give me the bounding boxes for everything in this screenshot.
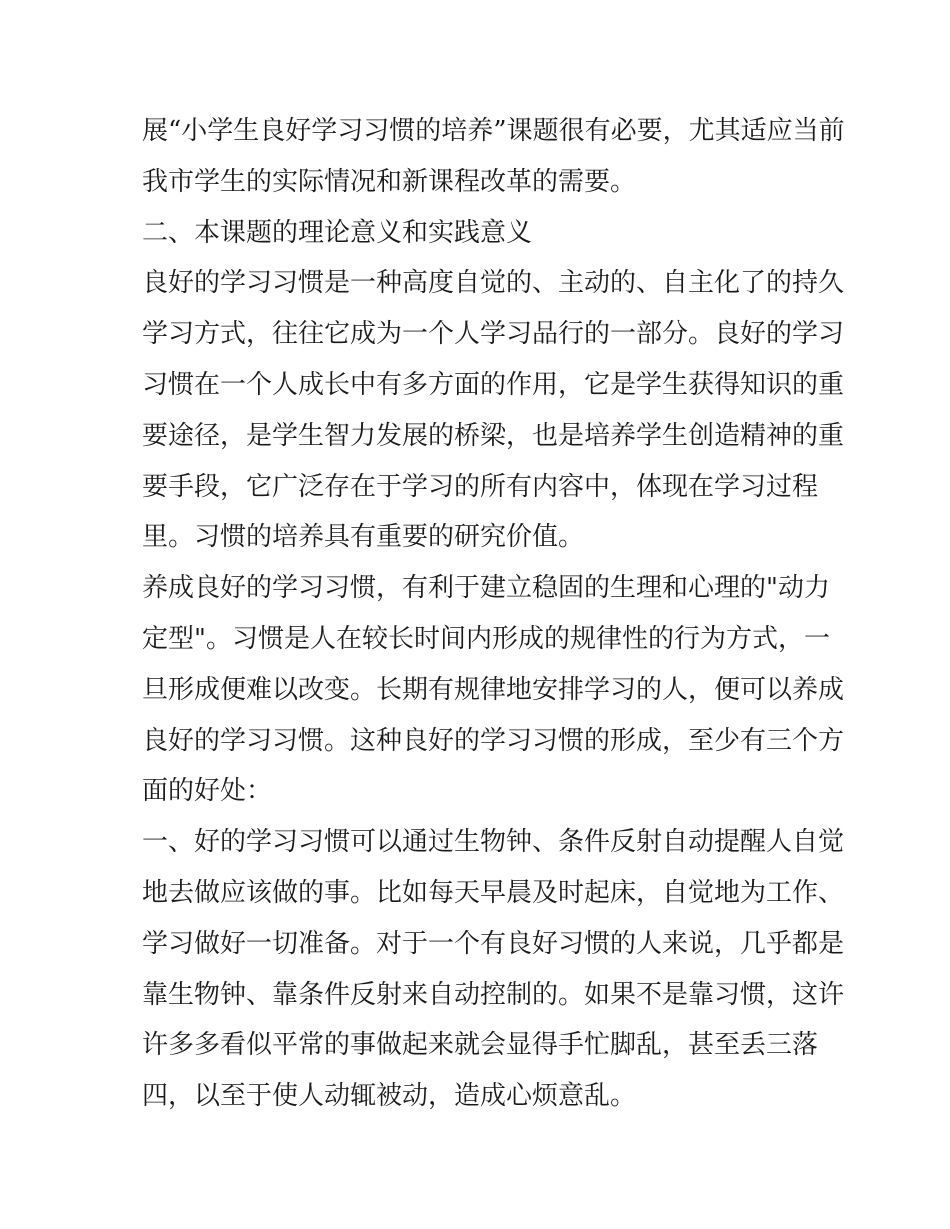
- text-line: 要途径，是学生智力发展的桥梁，也是培养学生创造精神的重: [142, 420, 845, 451]
- text-line: 良好的学习习惯。这种良好的学习习惯的形成，至少有三个方: [142, 725, 845, 756]
- text-line: 养成良好的学习习惯，有利于建立稳固的生理和心理的"动力: [142, 573, 830, 604]
- body-text: [142, 106, 845, 1122]
- text-line: 我市学生的实际情况和新课程改革的需要。: [142, 166, 637, 197]
- text-line: 里。习惯的培养具有重要的研究价值。: [142, 522, 585, 553]
- text-line: 旦形成便难以改变。长期有规律地安排学习的人，便可以养成: [142, 674, 845, 705]
- text-line: 面的好处：: [142, 776, 273, 807]
- text-line: 定型"。习惯是人在较长时间内形成的规律性的行为方式，一: [142, 623, 830, 654]
- text-line: 地去做应该做的事。比如每天早晨及时起床，自觉地为工作、: [142, 877, 845, 908]
- text-line: 靠生物钟、靠条件反射来自动控制的。如果不是靠习惯，这许: [142, 979, 845, 1010]
- text-line: 良好的学习习惯是一种高度自觉的、主动的、自主化了的持久: [142, 268, 845, 299]
- text-line: 习惯在一个人成长中有多方面的作用，它是学生获得知识的重: [142, 369, 845, 400]
- text-line: 一、好的学习习惯可以通过生物钟、条件反射自动提醒人自觉: [142, 827, 845, 858]
- text-line: 学习方式，往往它成为一个人学习品行的一部分。良好的学习: [142, 319, 845, 350]
- text-line: 展“小学生良好学习习惯的培养”课题很有必要，尤其适应当前: [142, 116, 845, 146]
- text-line: 许多多看似平常的事做起来就会显得手忙脚乱，甚至丢三落: [142, 1030, 819, 1061]
- section-heading: 二、本课题的理论意义和实践意义: [142, 217, 533, 248]
- text-line: 学习做好一切准备。对于一个有良好习惯的人来说，几乎都是: [142, 928, 845, 959]
- text-line: 要手段，它广泛存在于学习的所有内容中，体现在学习过程: [142, 471, 819, 502]
- text-line: 四，以至于使人动辄被动，造成心烦意乱。: [142, 1081, 637, 1112]
